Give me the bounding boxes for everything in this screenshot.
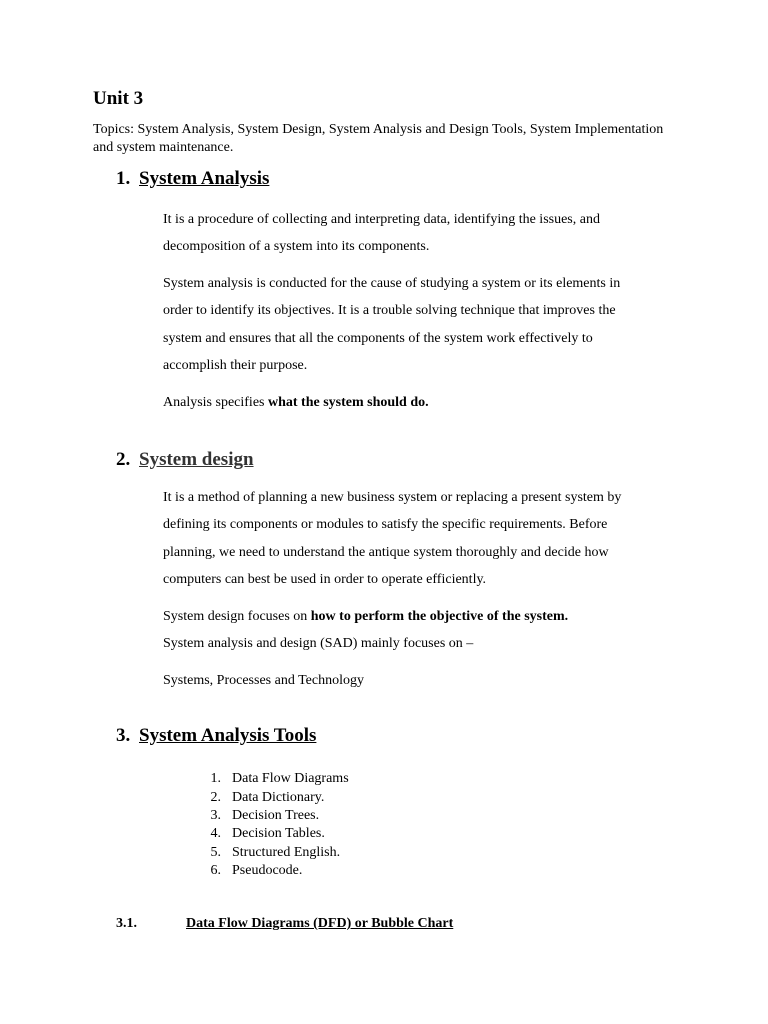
tool-number: 1. [210, 771, 221, 786]
section-2-line: planning, we need to understand the antique system thoroughly and decide how [163, 545, 609, 560]
design-focus-bold: how to perform the objective of the system. [310, 609, 569, 624]
tool-list-item [199, 771, 349, 787]
section-2-number: 2. [116, 449, 131, 470]
section-1-line: decomposition of a system into its components. [163, 239, 430, 254]
sad-focus-line: System analysis and design (SAD) mainly focuses on – [163, 636, 474, 651]
tool-list-item [199, 790, 324, 806]
analysis-specifies-bold: what the system should do. [267, 395, 429, 410]
section-1-title: System Analysis [139, 168, 270, 189]
section-1-line: accomplish their purpose. [163, 358, 308, 373]
tool-number: 5. [210, 845, 221, 860]
tool-list-item [199, 863, 302, 879]
tool-number: 2. [210, 790, 221, 805]
section-2-title: System design [139, 449, 254, 470]
analysis-specifies-line [163, 395, 429, 411]
tool-number: 4. [210, 826, 221, 841]
subsection-3-1-number: 3.1. [116, 916, 137, 931]
subsection-3-1-title: Data Flow Diagrams (DFD) or Bubble Chart [186, 916, 454, 931]
unit-title: Unit 3 [93, 88, 144, 109]
tool-list-item [199, 826, 325, 842]
design-focus-prefix: System design focuses on [163, 609, 311, 624]
section-1-line: system and ensures that all the components of the system work effectively to [163, 331, 593, 346]
tool-number: 6. [210, 863, 221, 878]
section-1-line: System analysis is conducted for the cause of studying a system or its elements in [163, 276, 621, 291]
design-focus-line [163, 609, 568, 625]
topics-line: Topics: System Analysis, System Design, System Analysis and Design Tools, System Implementation and system maintenance. [93, 122, 664, 155]
section-2-heading [116, 449, 254, 471]
section-1-number: 1. [116, 168, 131, 189]
tool-label: Decision Tables. [232, 826, 325, 841]
systems-processes-technology-line: Systems, Processes and Technology [163, 673, 364, 688]
tool-label: Data Dictionary. [232, 790, 325, 805]
tool-number: 3. [210, 808, 221, 823]
section-1-heading [116, 168, 269, 190]
tool-list-item [199, 808, 319, 824]
tool-label: Pseudocode. [232, 863, 303, 878]
section-3-title: System Analysis Tools [139, 725, 317, 746]
tool-list-item [199, 845, 340, 861]
section-2-line: computers can best be used in order to operate efficiently. [163, 572, 487, 587]
tool-label: Structured English. [232, 845, 341, 860]
section-2-line: defining its components or modules to satisfy the specific requirements. Before [163, 517, 608, 532]
tool-label: Data Flow Diagrams [232, 771, 349, 786]
section-1-line: order to identify its objectives. It is a trouble solving technique that improves the [163, 303, 616, 318]
section-1-line: It is a procedure of collecting and interpreting data, identifying the issues, and [163, 212, 600, 227]
section-3-number: 3. [116, 725, 131, 746]
section-3-heading [116, 725, 316, 747]
tool-label: Decision Trees. [232, 808, 320, 823]
section-2-line: It is a method of planning a new business system or replacing a present system by [163, 490, 622, 505]
subsection-3-1-heading [186, 916, 453, 932]
analysis-specifies-prefix: Analysis specifies [163, 395, 268, 410]
